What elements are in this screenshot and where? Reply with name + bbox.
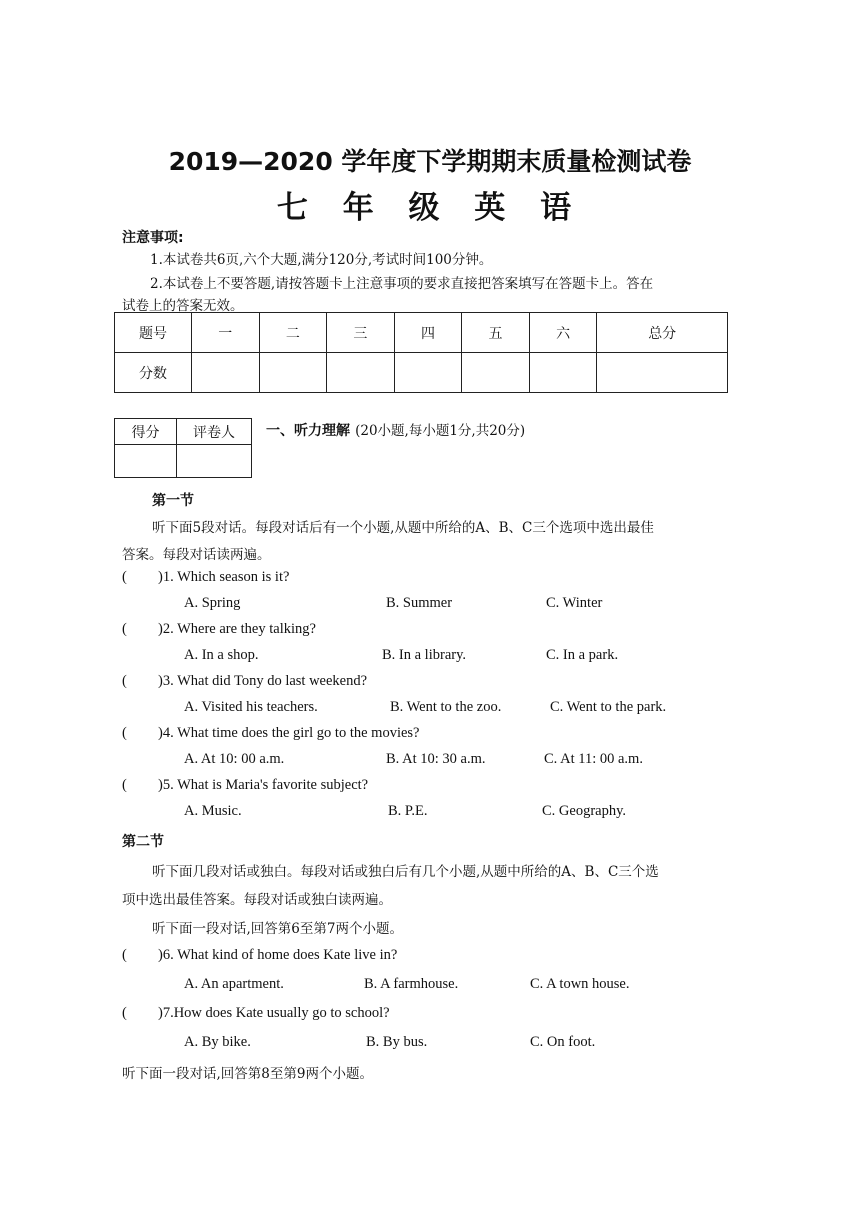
q7-option-b: B. By bus. xyxy=(366,1034,428,1050)
q5-option-a: A. Music. xyxy=(184,803,242,819)
answer-paren: ( xyxy=(122,569,127,585)
notice-line-2a: 2.本试卷上不要答题,请按答题卡上注意事项的要求直接把答案填写在答题卡上。答在 xyxy=(150,276,654,292)
q2-option-a: A. In a shop. xyxy=(184,647,259,663)
section-1-heading: 一、听力理解 xyxy=(266,423,350,439)
score-cell xyxy=(529,353,597,393)
q7-option-c: C. On foot. xyxy=(530,1034,596,1050)
part-2-instructions-a: 听下面几段对话或独白。每段对话或独白后有几个小题,从题中所给的A、B、C三个选 xyxy=(152,864,659,880)
q1-option-a: A. Spring xyxy=(184,595,241,611)
section-1-note: (20小题,每小题1分,共20分) xyxy=(355,423,526,439)
question-text: )2. Where are they talking? xyxy=(158,621,316,637)
score-cell: 二 xyxy=(259,313,327,353)
question-text: )3. What did Tony do last weekend? xyxy=(158,673,368,689)
grader-name-cell xyxy=(177,445,252,478)
q4-option-c: C. At 11: 00 a.m. xyxy=(544,751,643,767)
score-cell: 分数 xyxy=(115,353,192,393)
q7-option-a: A. By bike. xyxy=(184,1034,251,1050)
exam-subtitle: 七 年 级 英 语 xyxy=(276,190,584,226)
question-text: )4. What time does the girl go to the movies? xyxy=(158,725,420,741)
question-text: )6. What kind of home does Kate live in? xyxy=(158,947,398,963)
q1-option-c: C. Winter xyxy=(546,595,603,611)
score-cell xyxy=(462,353,530,393)
notice-line-1: 1.本试卷共6页,六个大题,满分120分,考试时间100分钟。 xyxy=(150,252,493,268)
score-cell xyxy=(597,353,728,393)
q4-option-a: A. At 10: 00 a.m. xyxy=(184,751,285,767)
q3-option-a: A. Visited his teachers. xyxy=(184,699,318,715)
q3-option-c: C. Went to the park. xyxy=(550,699,667,715)
q4-option-b: B. At 10: 30 a.m. xyxy=(386,751,486,767)
score-cell: 三 xyxy=(327,313,395,353)
question-4 xyxy=(122,725,419,742)
score-cell xyxy=(259,353,327,393)
score-cell: 一 xyxy=(192,313,260,353)
q2-option-b: B. In a library. xyxy=(382,647,467,663)
grader-score-label: 得分 xyxy=(115,419,177,445)
question-text: )5. What is Maria's favorite subject? xyxy=(158,777,369,793)
score-cell: 五 xyxy=(462,313,530,353)
grader-name-label: 评卷人 xyxy=(177,419,252,445)
grader-table xyxy=(114,418,252,478)
q6-option-c: C. A town house. xyxy=(530,976,630,992)
notice-line-2b: 试卷上的答案无效。 xyxy=(122,298,244,314)
score-cell xyxy=(192,353,260,393)
question-2 xyxy=(122,621,316,638)
score-cell: 四 xyxy=(394,313,462,353)
part-2-instructions-b: 项中选出最佳答案。每段对话或独白读两遍。 xyxy=(122,892,392,908)
question-3 xyxy=(122,673,367,690)
part-1-heading: 第一节 xyxy=(152,493,194,509)
q6-option-a: A. An apartment. xyxy=(184,976,284,992)
answer-paren: ( xyxy=(122,621,127,637)
question-7 xyxy=(122,1005,390,1022)
q3-option-b: B. Went to the zoo. xyxy=(390,699,502,715)
exam-title: 2019—2020 学年度下学期期末质量检测试卷 xyxy=(168,147,692,176)
q5-option-b: B. P.E. xyxy=(388,803,428,819)
score-cell xyxy=(394,353,462,393)
question-text: )7.How does Kate usually go to school? xyxy=(158,1005,390,1021)
score-table xyxy=(114,312,728,393)
q2-option-c: C. In a park. xyxy=(546,647,619,663)
answer-paren: ( xyxy=(122,947,127,963)
question-text: )1. Which season is it? xyxy=(158,569,290,585)
question-6 xyxy=(122,947,397,964)
answer-paren: ( xyxy=(122,777,127,793)
part-2-sub-instruction-1: 听下面一段对话,回答第6至第7两个小题。 xyxy=(152,921,403,937)
part-1-instructions-b: 答案。每段对话读两遍。 xyxy=(122,547,271,563)
score-table-header-row xyxy=(115,313,728,353)
question-1 xyxy=(122,569,289,586)
q1-option-b: B. Summer xyxy=(386,595,453,611)
answer-paren: ( xyxy=(122,725,127,741)
answer-paren: ( xyxy=(122,1005,127,1021)
score-table-score-row xyxy=(115,353,728,393)
score-cell xyxy=(327,353,395,393)
grader-score-cell xyxy=(115,445,177,478)
answer-paren: ( xyxy=(122,673,127,689)
part-2-sub-instruction-2: 听下面一段对话,回答第8至第9两个小题。 xyxy=(122,1066,373,1082)
part-1-instructions-a: 听下面5段对话。每段对话后有一个小题,从题中所给的A、B、C三个选项中选出最佳 xyxy=(152,520,654,536)
notice-heading: 注意事项: xyxy=(122,230,184,246)
section-1-heading-line xyxy=(266,419,525,440)
score-cell: 六 xyxy=(529,313,597,353)
score-cell: 总分 xyxy=(597,313,728,353)
score-cell: 题号 xyxy=(115,313,192,353)
part-2-heading: 第二节 xyxy=(122,834,164,850)
question-5 xyxy=(122,777,368,794)
q6-option-b: B. A farmhouse. xyxy=(364,976,459,992)
q5-option-c: C. Geography. xyxy=(542,803,627,819)
